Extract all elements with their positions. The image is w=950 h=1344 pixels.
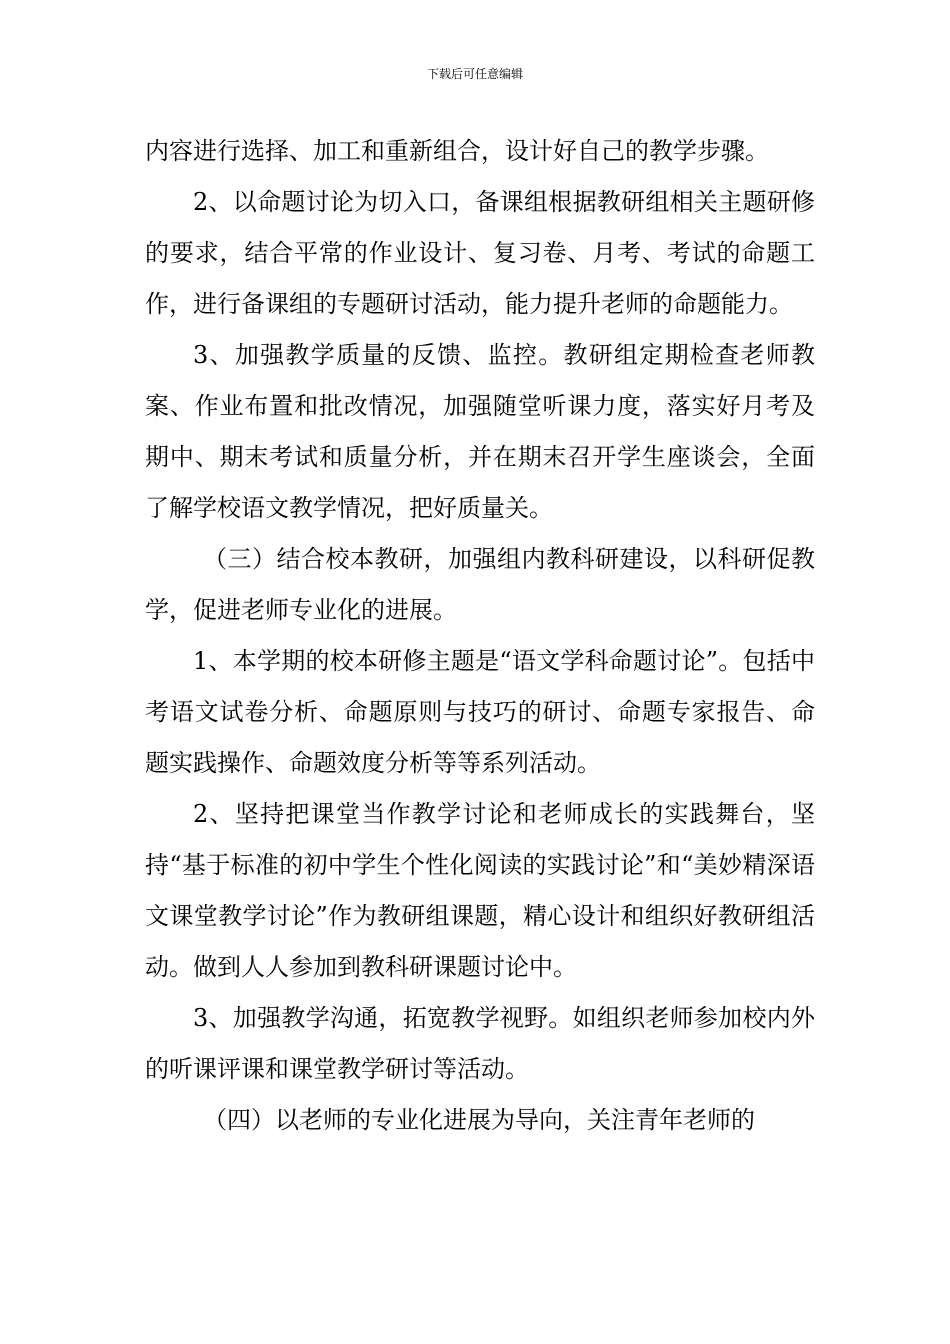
page-header-note: 下载后可任意编辑 — [426, 67, 523, 81]
paragraph-item-1-theme: 1、本学期的校本研修主题是“语文学科命题讨论”。包括中考语文试卷分析、命题原则与技巧的研讨、命题专家报告、命题实践操作、命题效度分析等等系列活动。 — [145, 647, 815, 777]
paragraph-item-2-classroom: 2、坚持把课堂当作教学讨论和老师成长的实践舞台，坚持“基于标准的初中学生个性化阅读的实践讨论”和“美妙精深语文课堂教学讨论”作为教研组课题，精心设计和组织好教研组活动。做到人人参加到教科研课题讨论中。 — [145, 800, 815, 981]
document-body — [145, 126, 815, 1146]
section-heading-four: （四）以老师的专业化进展为导向，关注青年老师的 — [203, 1106, 755, 1134]
paragraph-item-3-quality: 3、加强教学质量的反馈、监控。教研组定期检查老师教案、作业布置和批改情况，加强随堂听课力度，落实好月考及期中、期末考试和质量分析，并在期末召开学生座谈会，全面了解学校语文教学情况，把好质量关。 — [145, 341, 815, 522]
paragraph-item-3-communication: 3、加强教学沟通，拓宽教学视野。如组织老师参加校内外的听课评课和课堂教学研讨等活动。 — [145, 1004, 815, 1083]
paragraph-continuation: 内容进行选择、加工和重新组合，设计好自己的教学步骤。 — [145, 137, 769, 165]
paragraph-item-2-proposition: 2、以命题讨论为切入口，备课组根据教研组相关主题研修的要求，结合平常的作业设计、复习卷、月考、考试的命题工作，进行备课组的专题研讨活动，能力提升老师的命题能力。 — [145, 188, 815, 318]
section-heading-three: （三）结合校本教研，加强组内教科研建设，以科研促教学，促进老师专业化的进展。 — [145, 545, 815, 624]
